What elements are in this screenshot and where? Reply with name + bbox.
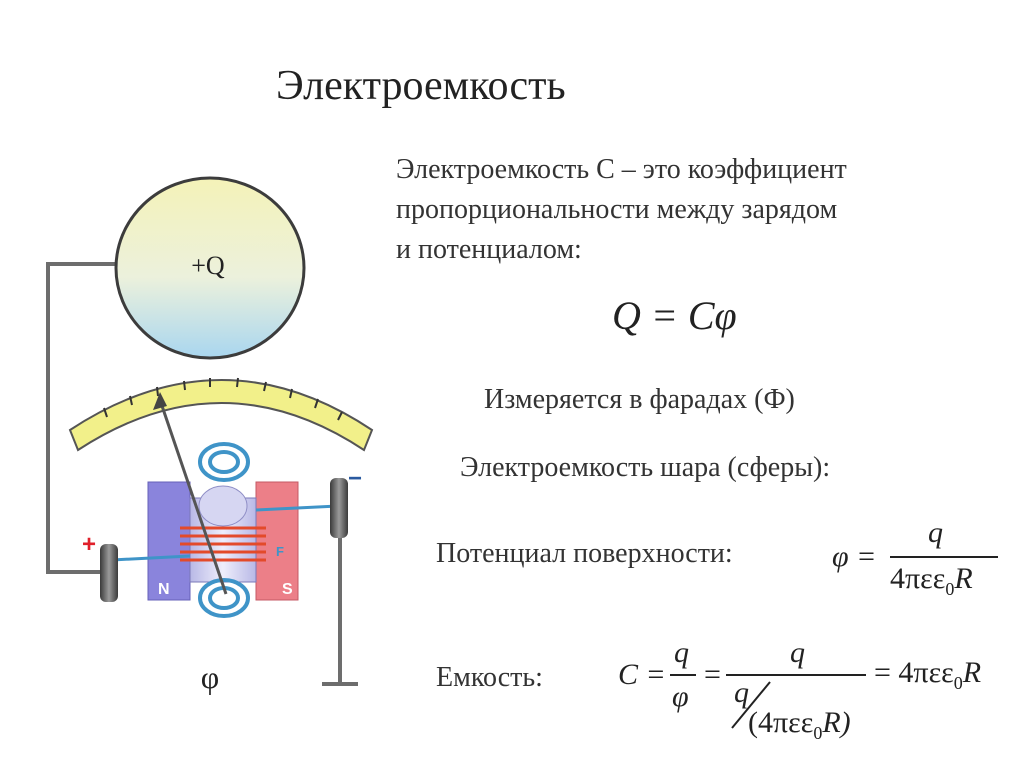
cap-frac1-denominator: φ: [672, 680, 689, 713]
plus-sign: +: [82, 531, 97, 558]
drum-top: [199, 486, 247, 526]
spring-top: [200, 444, 248, 480]
minus-sign: −: [348, 465, 363, 492]
cap-slash: [732, 682, 770, 728]
sphere-heading: Электроемкость шара (сферы):: [460, 452, 831, 483]
cap-frac1-numerator: q: [674, 636, 689, 669]
units-text: Измеряется в фарадах (Ф): [484, 384, 795, 415]
force-label: F: [276, 544, 284, 559]
terminal-positive: [100, 544, 118, 602]
definition-line-1: Электроемкость С – это коэффициент: [396, 154, 847, 185]
potential-label: Потенциал поверхности:: [436, 538, 733, 569]
sphere-charge-label: +Q: [191, 251, 225, 280]
pot-formula-denominator: 4πεε$_0$R: [890, 562, 973, 599]
pot-formula-lhs: φ =: [832, 540, 877, 573]
slide-title: Электроемкость: [276, 63, 566, 109]
scale-arc: [70, 380, 372, 450]
main-formula: Q = Cφ: [612, 293, 737, 338]
terminal-negative: [330, 478, 348, 538]
cap-formula-lhs: C =: [618, 658, 666, 691]
definition-line-3: и потенциалом:: [396, 234, 582, 265]
cap-frac2-denominator: (4πεε$_0$R): [748, 706, 851, 743]
capacity-label: Емкость:: [436, 662, 543, 693]
pole-s-label: S: [282, 581, 293, 598]
pole-n-label: N: [158, 581, 170, 598]
phi-label: φ: [200, 659, 220, 695]
pot-formula-numerator: q: [928, 516, 943, 549]
cap-equals: =: [704, 658, 721, 691]
cap-frac2-denominator-q: q: [734, 676, 749, 709]
cap-result: = 4πεε$_0$R: [874, 656, 982, 693]
definition-line-2: пропорциональности между зарядом: [396, 194, 838, 225]
cap-frac2-numerator: q: [790, 636, 805, 669]
